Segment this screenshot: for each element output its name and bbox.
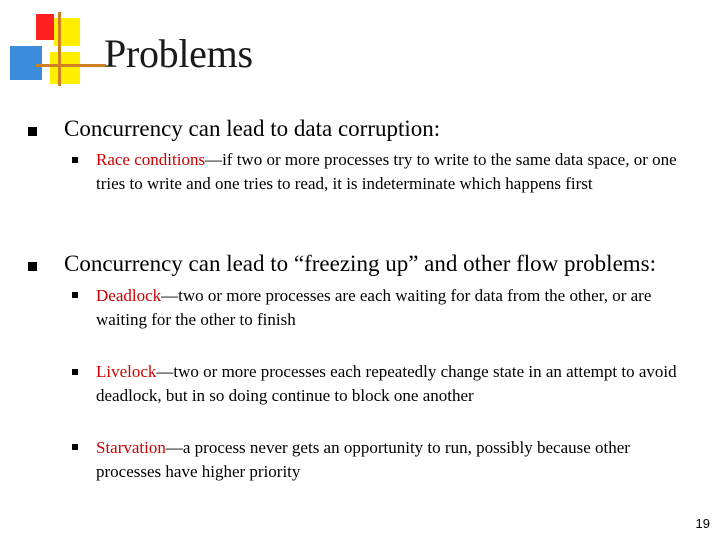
square-bullet-icon <box>72 369 78 375</box>
bullet-text: Concurrency can lead to data corruption: <box>64 116 441 141</box>
term-description: —two or more processes are each waiting for data from the other, or are waiting for the other to finish <box>96 286 652 329</box>
page-number: 19 <box>695 516 710 531</box>
sub-bullet <box>96 148 696 196</box>
square-bullet-icon <box>28 127 37 136</box>
slide-title: Problems <box>104 31 253 76</box>
slide-logo-icon <box>0 0 110 90</box>
sub-bullet <box>96 436 696 484</box>
sub-bullet <box>96 284 696 332</box>
term-description: —a process never gets an opportunity to run, possibly because other processes have higher priority <box>96 438 630 481</box>
square-bullet-icon <box>72 444 78 450</box>
term: Livelock <box>96 362 157 381</box>
term-description: —two or more processes each repeatedly change state in an attempt to avoid deadlock, but in so doing continue to block one another <box>96 362 677 405</box>
term: Deadlock <box>96 286 162 305</box>
term-description: —if two or more processes try to write to the same data space, or one tries to write and one tries to read, it is indeterminate which happens first <box>96 150 677 193</box>
bullet-text: Concurrency can lead to “freezing up” and other flow problems: <box>64 251 657 276</box>
square-bullet-icon <box>28 262 37 271</box>
square-bullet-icon <box>72 157 78 163</box>
term: Starvation <box>96 438 166 457</box>
term: Race conditions <box>96 150 206 169</box>
square-bullet-icon <box>72 292 78 298</box>
sub-bullet <box>96 360 696 408</box>
